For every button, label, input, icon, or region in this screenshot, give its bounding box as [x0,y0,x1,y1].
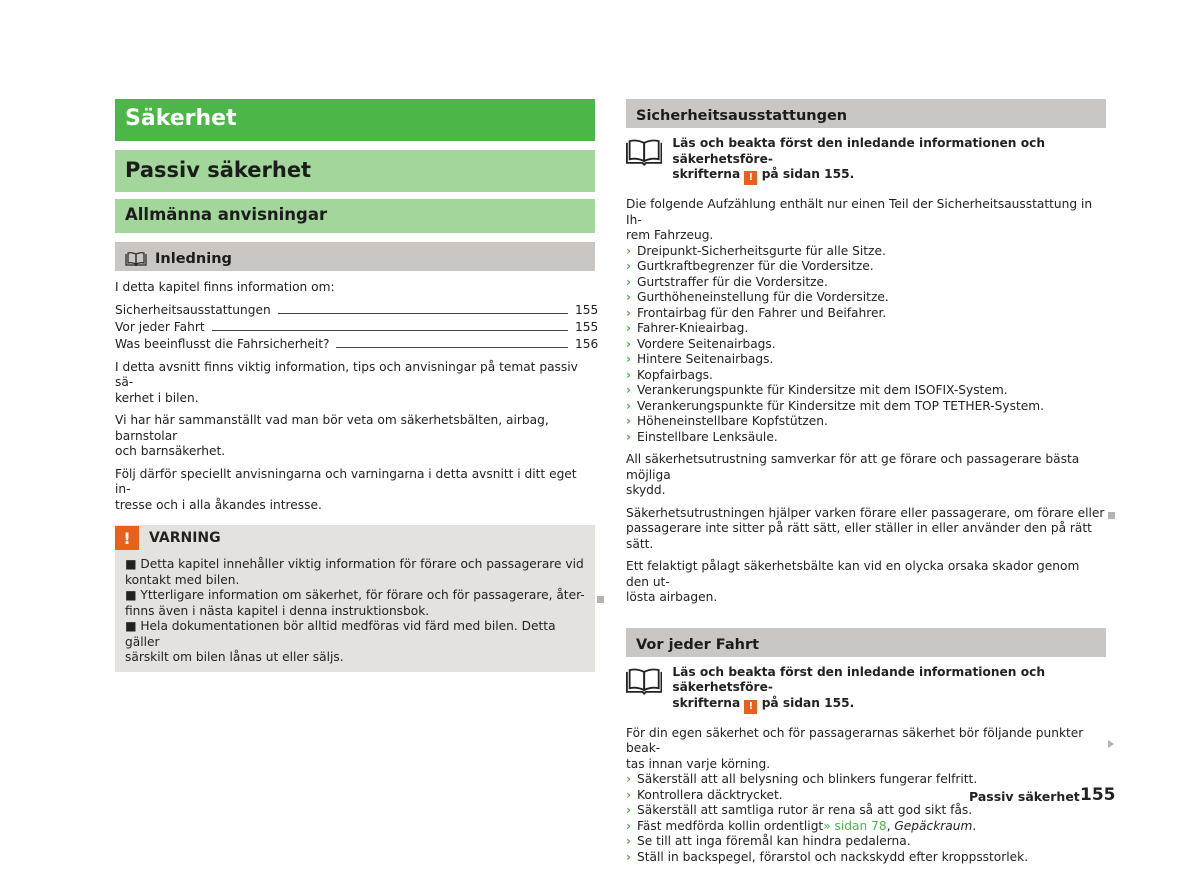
list-item [626,321,1106,337]
list-item-text: Verankerungspunkte für Kindersitze mit dem ISOFIX-System. [637,383,1008,397]
arrow-icon: › [626,787,632,802]
list-item [626,383,1106,399]
equipment-list [626,244,1106,446]
arrow-icon: › [626,383,632,397]
warning-item: ■ Hela dokumentationen bör alltid medföras vid färd med bilen. Detta gäller särskilt om bilen lånas ut eller säljs. [125,619,556,664]
toc-row[interactable] [115,302,599,319]
list-item [626,244,1106,260]
list-item [626,290,1106,306]
arrow-icon: › [626,243,632,258]
warning-body [115,551,595,672]
arrow-icon: › [626,290,632,304]
inledning-header [115,242,595,271]
arrow-icon: › [626,336,632,351]
list-item-text: Gurthöheneinstellung für die Vordersitze. [637,290,889,304]
toc-label: Was beeinflusst die Fahrsicherheit? [115,336,330,351]
paragraph: För din egen säkerhet och för passagerarnas säkerhet bör följande punkter beak- tas innan varje körning. [626,725,1084,771]
list-item-text: Fahrer-Knieairbag. [637,321,749,335]
page-number: 155 [1080,785,1116,805]
list-item-text: Höheneinstellbare Kopfstützen. [637,414,828,428]
note-text: Läs och beakta först den inledande informationen och säkerhetsföre- skrifterna ! på sidan 155. [672,664,1045,712]
warning-icon: ! [744,171,757,185]
warning-icon: ! [115,526,139,550]
list-item [626,414,1106,430]
list-item-text: Säkerställ att all belysning och blinkers fungerar felfritt. [637,772,978,786]
list-item-text: Säkerställ att samtliga rutor är rena så att god sikt fås. [637,803,973,817]
toc-leader [336,347,568,348]
arrow-icon: › [626,414,632,428]
read-first-note [626,136,1106,185]
warning-item: ■ Ytterligare information om säkerhet, för förare och för passagerare, åter- finns även i nästa kapitel i denna instruktionsbok. [125,588,585,618]
toc-page: 155 [575,302,599,317]
list-item-text: Kontrollera däcktrycket. [637,787,783,802]
arrow-icon: › [626,321,632,335]
warning-icon: ! [744,700,757,714]
list-item-text: Gurtstraffer für die Vordersitze. [637,274,828,289]
list-item [626,275,1106,291]
section-title: Passiv säkerhet [115,150,595,192]
paragraph: Följ därför speciellt anvisningarna och varningarna i detta avsnitt i ditt eget in- tresse och i alla åkandes intresse. [115,466,577,512]
checklist [626,772,1106,865]
list-item [626,834,1106,850]
continue-arrow-icon [1108,740,1114,748]
paragraph: Säkerhetsutrustningen hjälper varken förare eller passagerare, om förare eller passagerare inte sitter på rätt sätt, eller ställer in eller använder den på rätt sätt. [626,505,1105,551]
paragraph: All säkerhetsutrustning samverkar för att ge förare och passagerare bästa möjliga skydd. [626,452,1080,497]
section-header [626,628,1106,657]
list-item [626,803,1106,819]
section-end-marker [1108,512,1115,519]
list-item [626,259,1106,275]
list-item-text: Se till att inga föremål kan hindra pedalerna. [637,834,911,848]
list-item-text: Hintere Seitenairbags. [637,352,774,366]
toc-leader [212,330,568,331]
arrow-icon: › [626,367,632,382]
read-first-note [626,665,1106,714]
warning-item: ■ Detta kapitel innehåller viktig information för förare och passagerare vid kontakt med bilen. [125,557,584,587]
page-link[interactable]: » sidan 78 [823,818,887,833]
toc-page: 156 [575,336,599,351]
warning-box [115,525,595,672]
toc-leader [278,313,568,314]
arrow-icon: › [626,305,632,320]
arrow-icon: › [626,818,632,833]
warning-title: VARNING [149,530,221,546]
arrow-icon: › [626,352,632,366]
list-item-text: Dreipunkt-Sicherheitsgurte für alle Sitze. [637,243,886,258]
table-of-contents [115,302,599,353]
list-item [626,306,1106,322]
list-item [626,430,1106,446]
list-item-text: Gurtkraftbegrenzer für die Vordersitze. [637,259,874,273]
list-item [626,337,1106,353]
toc-intro: I detta kapitel finns information om: [115,280,335,294]
arrow-icon: › [626,274,632,289]
toc-page: 155 [575,319,599,334]
left-column [115,99,599,672]
book-icon [626,138,662,166]
arrow-icon: › [626,259,632,273]
toc-row[interactable] [115,319,599,336]
section-title: Sicherheitsausstattungen [636,108,848,124]
list-item-text: Kopfairbags. [637,367,713,382]
toc-label: Sicherheitsausstattungen [115,302,271,317]
list-item: › Fäst medförda kollin ordentligt» sidan 78, Gepäckraum. [626,818,977,833]
book-icon [626,667,662,695]
paragraph: Ett felaktigt pålagt säkerhetsbälte kan vid en olycka orsaka skador genom den ut- lösta airbagen. [626,559,1080,604]
section-end-marker [597,596,604,603]
section-header [626,99,1106,128]
paragraph: Die folgende Aufzählung enthält nur einen Teil der Sicherheitsausstattung in Ih- rem Fahrzeug. [626,197,1093,242]
section-title: Vor jeder Fahrt [636,636,760,653]
footer-title: Passiv säkerhet [969,789,1080,804]
arrow-icon: › [626,398,632,413]
paragraph: Vi har här sammanställt vad man bör veta om säkerhetsbälten, airbag, barnstolar och barnsäkerhet. [115,413,549,458]
list-item [626,850,1106,866]
list-item-text: Verankerungspunkte für Kindersitze mit dem TOP TETHER-System. [637,398,1044,413]
toc-row[interactable] [115,336,599,353]
list-item [626,352,1106,368]
arrow-icon: › [626,803,632,817]
chapter-title: Säkerhet [115,99,595,141]
arrow-icon: › [626,772,632,786]
arrow-icon: › [626,429,632,444]
book-icon [125,252,147,266]
inledning-title: Inledning [155,251,232,267]
subsection-title: Allmänna anvisningar [115,199,595,233]
list-item-text: Vordere Seitenairbags. [637,336,776,351]
warning-header [115,525,595,551]
list-item-text: Ställ in backspegel, förarstol och nackskydd efter kroppsstorlek. [637,849,1029,864]
list-item-text: Einstellbare Lenksäule. [637,429,778,444]
toc-label: Vor jeder Fahrt [115,319,205,334]
arrow-icon: › [626,849,632,864]
list-item [626,772,1106,788]
arrow-icon: › [626,834,632,848]
list-item [626,368,1106,384]
paragraph: I detta avsnitt finns viktig information, tips och anvisningar på temat passiv sä- kerhet i bilen. [115,359,578,405]
note-text: Läs och beakta först den inledande informationen och säkerhetsföre- skrifterna ! på sidan 155. [672,136,1045,183]
right-column [626,99,1106,865]
list-item [626,399,1106,415]
list-item-text: Frontairbag für den Fahrer und Beifahrer. [637,305,887,320]
